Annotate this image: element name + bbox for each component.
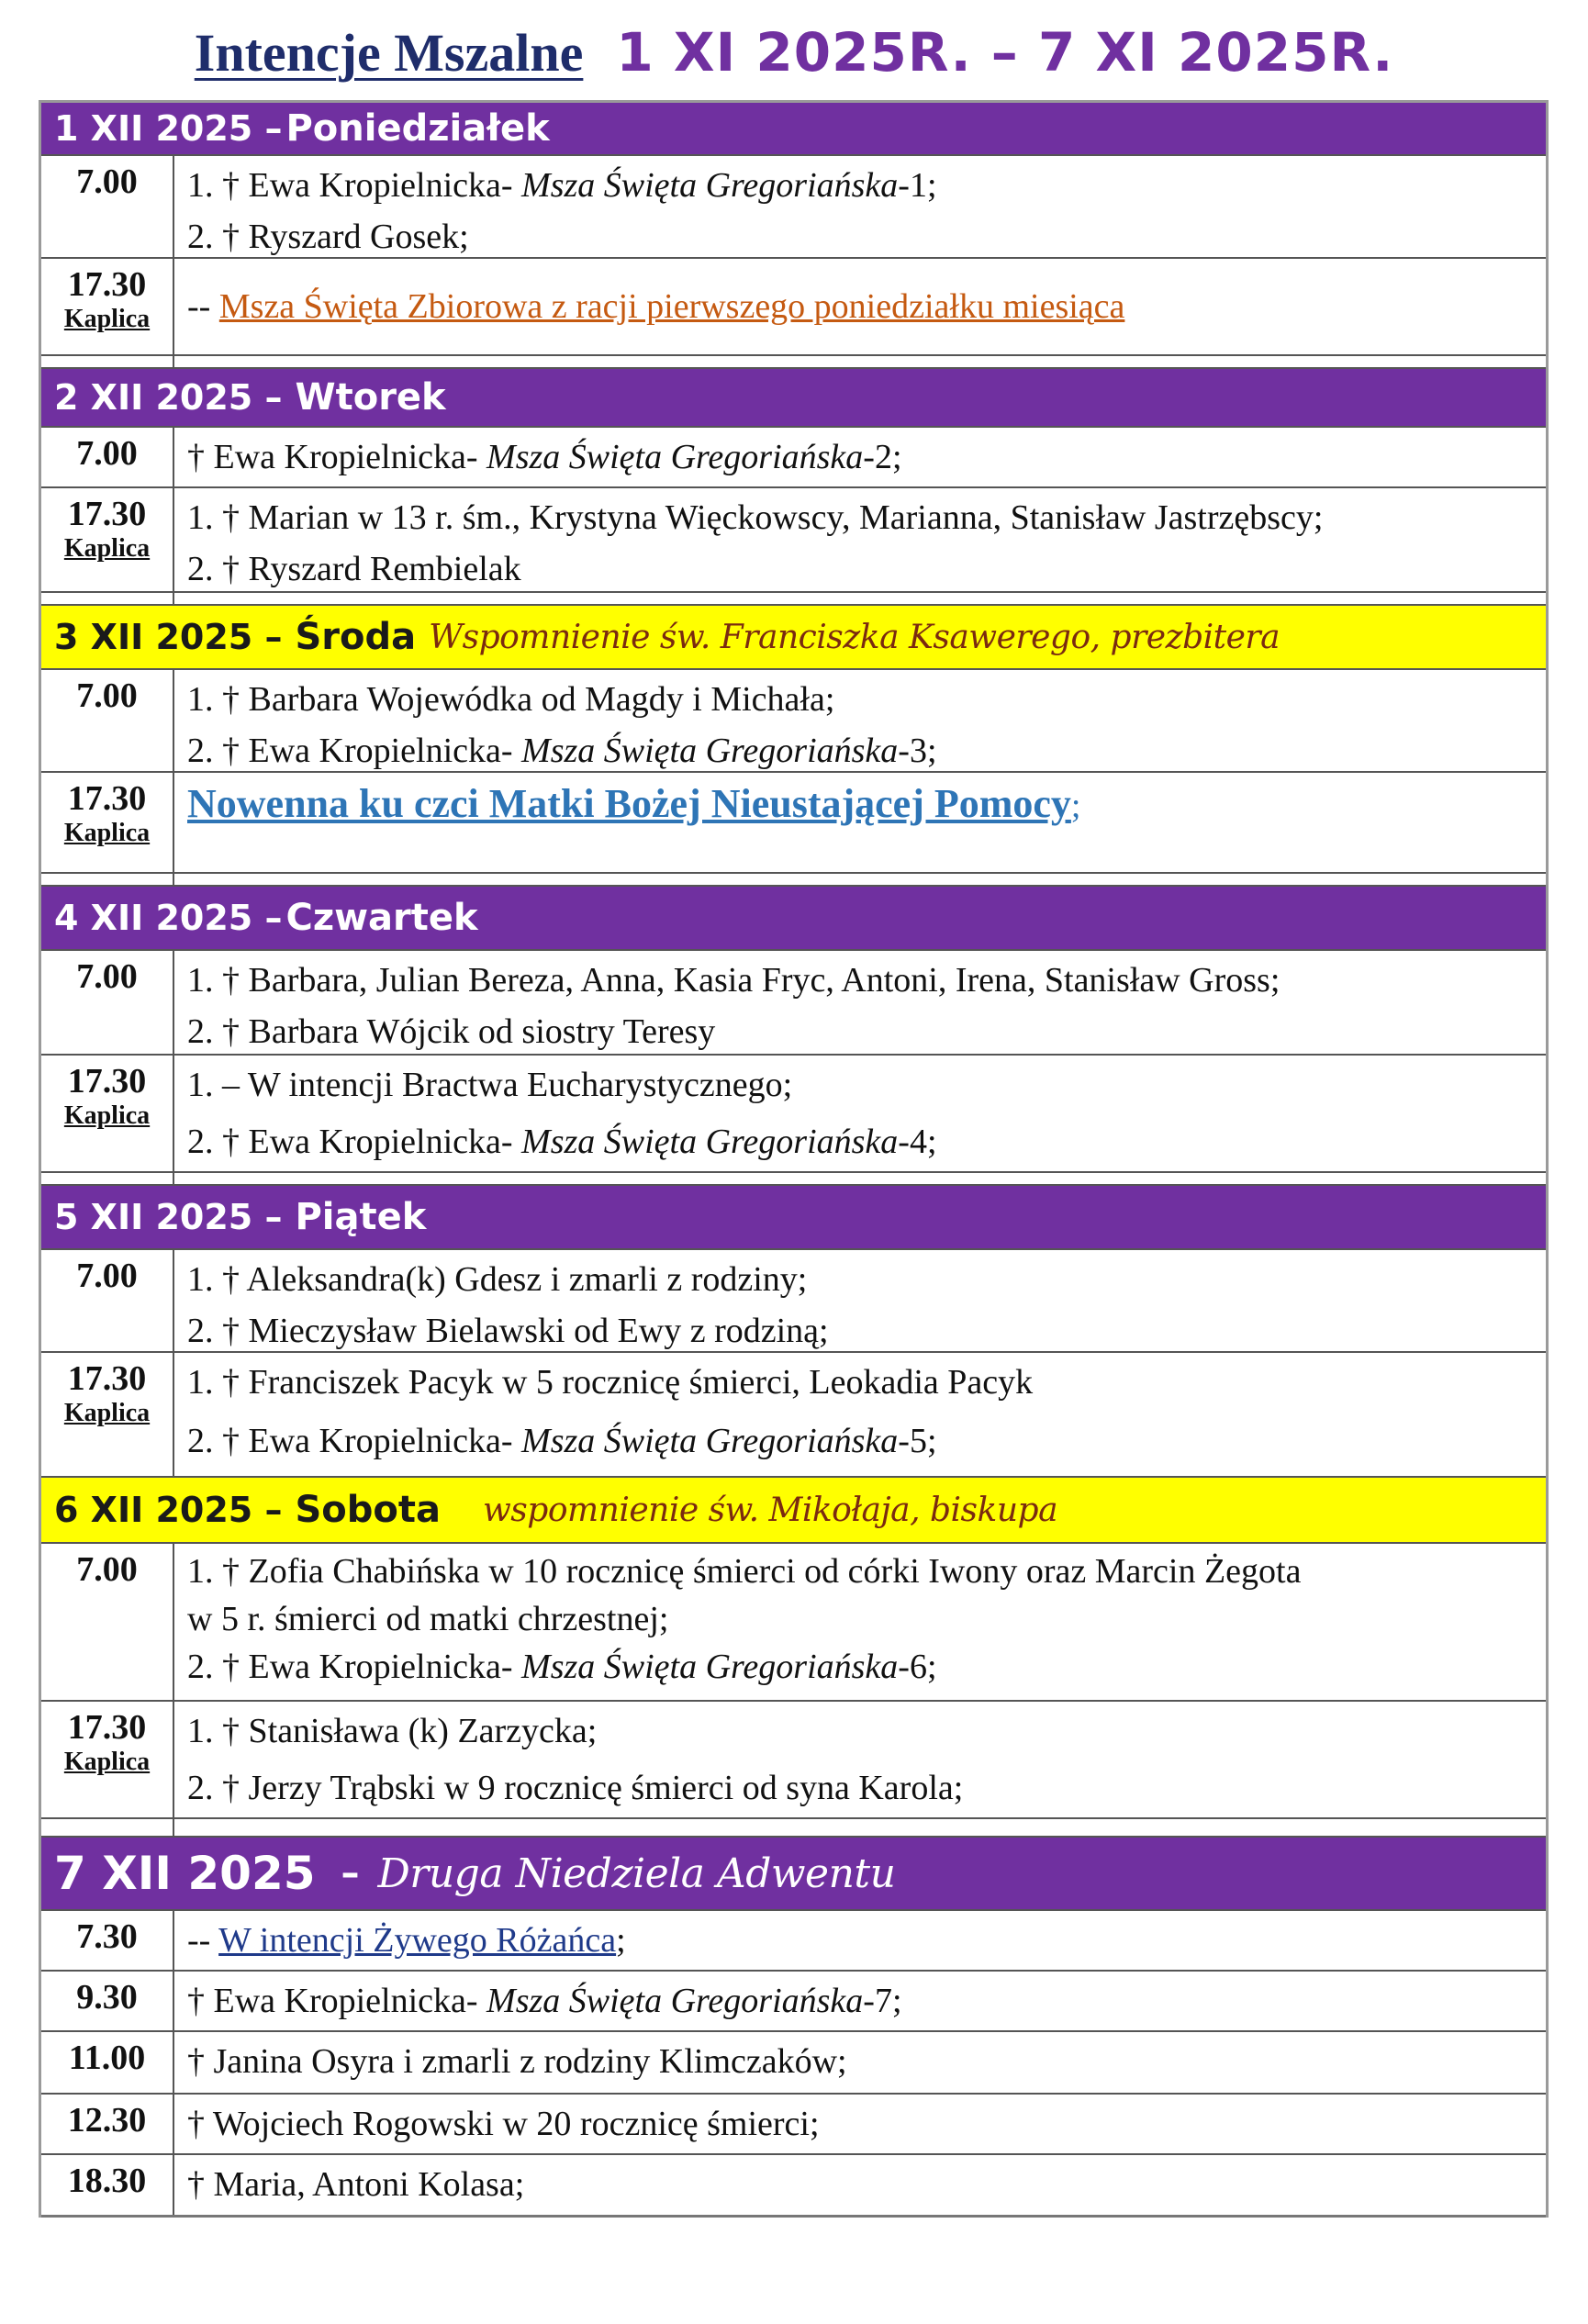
rosary-link[interactable]: W intencji Żywego Różańca (218, 1921, 617, 1960)
day-date: 2 XII 2025 – (54, 377, 283, 418)
day-feast: Wspomnienie św. Franciszka Ksawerego, prezbitera (429, 618, 1280, 656)
intention: 2. † Mieczysław Bielawski od Ewy z rodziną; (187, 1312, 829, 1350)
day-header-tuesday (41, 369, 1546, 428)
day-name: Czwartek (285, 897, 478, 939)
intention: 2. † Ewa Kropielnicka- Msza Święta Gregoriańska-6; (187, 1648, 937, 1686)
mass-intentions (174, 773, 1546, 872)
intention: 2. † Jerzy Trąbski w 9 rocznicę śmierci od syna Karola; (187, 1769, 964, 1807)
day-name: – (341, 1852, 360, 1894)
mass-place: Kaplica (63, 1101, 151, 1130)
mass-place: Kaplica (63, 305, 151, 333)
mass-time: 11.00 (41, 2032, 174, 2093)
mass-row (41, 1353, 1546, 1478)
day-date: 5 XII 2025 – (54, 1197, 283, 1237)
mass-row (41, 1911, 1546, 1972)
mass-intentions (174, 428, 1546, 486)
day-feast: wspomnienie św. Mikołaja, biskupa (482, 1491, 1058, 1529)
mass-time: 7.00 (41, 1250, 174, 1351)
day-name: Poniedziałek (285, 107, 550, 150)
mass-intentions (174, 2032, 1546, 2093)
mass-row (41, 670, 1546, 773)
schedule-table (39, 100, 1549, 2218)
intention: 1. – W intencji Bractwa Eucharystycznego; (187, 1066, 793, 1104)
intention: † Ewa Kropielnicka- Msza Święta Gregoriańska-7; (187, 1982, 902, 2020)
mass-place: Kaplica (63, 534, 151, 563)
mass-time: 12.30 (41, 2095, 174, 2153)
separator (41, 1819, 1546, 1838)
mass-row (41, 428, 1546, 488)
mass-place: Kaplica (63, 819, 151, 847)
mass-place: Kaplica (63, 1748, 151, 1776)
day-date: 1 XII 2025 – (54, 108, 283, 149)
mass-row (41, 773, 1546, 874)
day-header-thursday (41, 887, 1546, 951)
mass-row (41, 951, 1546, 1056)
intention: 2. † Ewa Kropielnicka- Msza Święta Gregoriańska-5; (187, 1422, 937, 1460)
mass-intentions (174, 156, 1546, 257)
separator (41, 356, 1546, 369)
intention: w 5 r. śmierci od matki chrzestnej; (187, 1600, 669, 1638)
mass-intentions (174, 1353, 1546, 1476)
mass-intentions (174, 1702, 1546, 1817)
intention: † Wojciech Rogowski w 20 rocznicę śmierci; (187, 2105, 820, 2143)
mass-intentions (174, 1056, 1546, 1171)
intention-link[interactable]: Msza Święta Zbiorowa z racji pierwszego poniedziałku miesiąca (218, 287, 1125, 326)
mass-time: 7.30 (41, 1911, 174, 1970)
day-name: Wtorek (295, 376, 446, 419)
mass-row (41, 1250, 1546, 1353)
mass-time: 17.30 Kaplica (41, 1353, 174, 1476)
day-name: Piątek (295, 1196, 427, 1238)
intention: 2. † Ryszard Rembielak (187, 550, 521, 588)
intention: 2. † Ryszard Gosek; (187, 218, 469, 256)
mass-time: 17.30 Kaplica (41, 488, 174, 591)
mass-row (41, 156, 1546, 259)
title-main: Intencje Mszalne (194, 23, 584, 83)
mass-row (41, 259, 1546, 356)
intention: † Maria, Antoni Kolasa; (187, 2165, 525, 2204)
page-title (0, 20, 1588, 99)
mass-row (41, 2155, 1546, 2218)
intention: 1. † Barbara, Julian Bereza, Anna, Kasia Fryc, Antoni, Irena, Stanisław Gross; (187, 961, 1280, 1000)
day-date: 4 XII 2025 – (54, 898, 283, 938)
separator (41, 593, 1546, 606)
mass-row (41, 488, 1546, 593)
mass-row (41, 1702, 1546, 1819)
intention: 1. † Barbara Wojewódka od Magdy i Michała; (187, 680, 835, 719)
day-date: 3 XII 2025 – (54, 617, 283, 657)
intention: 1. † Franciszek Pacyk w 5 rocznicę śmierci, Leokadia Pacyk (187, 1363, 1034, 1402)
day-date: 7 XII 2025 (54, 1847, 316, 1900)
intention: 2. † Barbara Wójcik od siostry Teresy (187, 1012, 716, 1051)
intention: 2. † Ewa Kropielnicka- Msza Święta Gregoriańska-3; (187, 732, 937, 770)
mass-row (41, 1544, 1546, 1702)
mass-intentions (174, 1250, 1546, 1351)
day-header-monday (41, 103, 1546, 156)
intention: 1. † Ewa Kropielnicka- Msza Święta Gregoriańska-1; (187, 166, 937, 205)
mass-intentions (174, 670, 1546, 771)
mass-time: 7.00 (41, 951, 174, 1054)
mass-row (41, 2095, 1546, 2155)
intention: 1. † Aleksandra(k) Gdesz i zmarli z rodziny; (187, 1260, 808, 1299)
day-header-sunday (41, 1838, 1546, 1911)
intention: † Ewa Kropielnicka- Msza Święta Gregoriańska-2; (187, 438, 902, 476)
separator (41, 1173, 1546, 1186)
mass-time: 18.30 (41, 2155, 174, 2215)
day-date: 6 XII 2025 – (54, 1490, 283, 1530)
mass-row (41, 1056, 1546, 1173)
day-name: Sobota (295, 1489, 441, 1531)
mass-row (41, 2032, 1546, 2095)
intention: 1. † Marian w 13 r. śm., Krystyna Więckowscy, Marianna, Stanisław Jastrzębscy; (187, 498, 1324, 537)
day-name: Środa (295, 616, 417, 658)
intention: 1. † Zofia Chabińska w 10 rocznicę śmierci od córki Iwony oraz Marcin Żegota (187, 1552, 1302, 1591)
separator (41, 874, 1546, 887)
intention: -- W intencji Żywego Różańca; (187, 1921, 626, 1960)
intention: † Janina Osyra i zmarli z rodziny Klimczaków; (187, 2042, 847, 2081)
mass-time: 7.00 (41, 428, 174, 486)
mass-time: 9.30 (41, 1972, 174, 2030)
intention: Nowenna ku czci Matki Bożej Nieustającej Pomocy; (187, 781, 1081, 826)
day-header-saturday (41, 1478, 1546, 1544)
intention: 2. † Ewa Kropielnicka- Msza Święta Gregoriańska-4; (187, 1123, 937, 1161)
day-header-wednesday (41, 606, 1546, 670)
mass-intentions (174, 2155, 1546, 2215)
mass-time: 17.30 Kaplica (41, 773, 174, 872)
day-header-friday (41, 1186, 1546, 1250)
mass-intentions (174, 1972, 1546, 2030)
day-feast: Druga Niedziela Adwentu (377, 1849, 896, 1897)
mass-place: Kaplica (63, 1399, 151, 1427)
mass-time: 7.00 (41, 670, 174, 771)
mass-time: 7.00 (41, 156, 174, 257)
mass-time: 17.30 Kaplica (41, 259, 174, 354)
title-dates: 1 XI 2025R. – 7 XI 2025R. (616, 21, 1394, 84)
mass-time: 17.30 Kaplica (41, 1056, 174, 1171)
mass-intentions (174, 488, 1546, 591)
mass-intentions (174, 259, 1546, 354)
intention: -- Msza Święta Zbiorowa z racji pierwszego poniedziałku miesiąca (187, 287, 1125, 326)
mass-intentions (174, 1911, 1546, 1970)
novena-link[interactable]: Nowenna ku czci Matki Bożej Nieustającej Pomocy (187, 781, 1071, 826)
mass-intentions (174, 1544, 1546, 1700)
mass-row (41, 1972, 1546, 2032)
mass-intentions (174, 2095, 1546, 2153)
intention: 1. † Stanisława (k) Zarzycka; (187, 1712, 598, 1750)
mass-time: 7.00 (41, 1544, 174, 1700)
mass-intentions (174, 951, 1546, 1054)
mass-time: 17.30 Kaplica (41, 1702, 174, 1817)
